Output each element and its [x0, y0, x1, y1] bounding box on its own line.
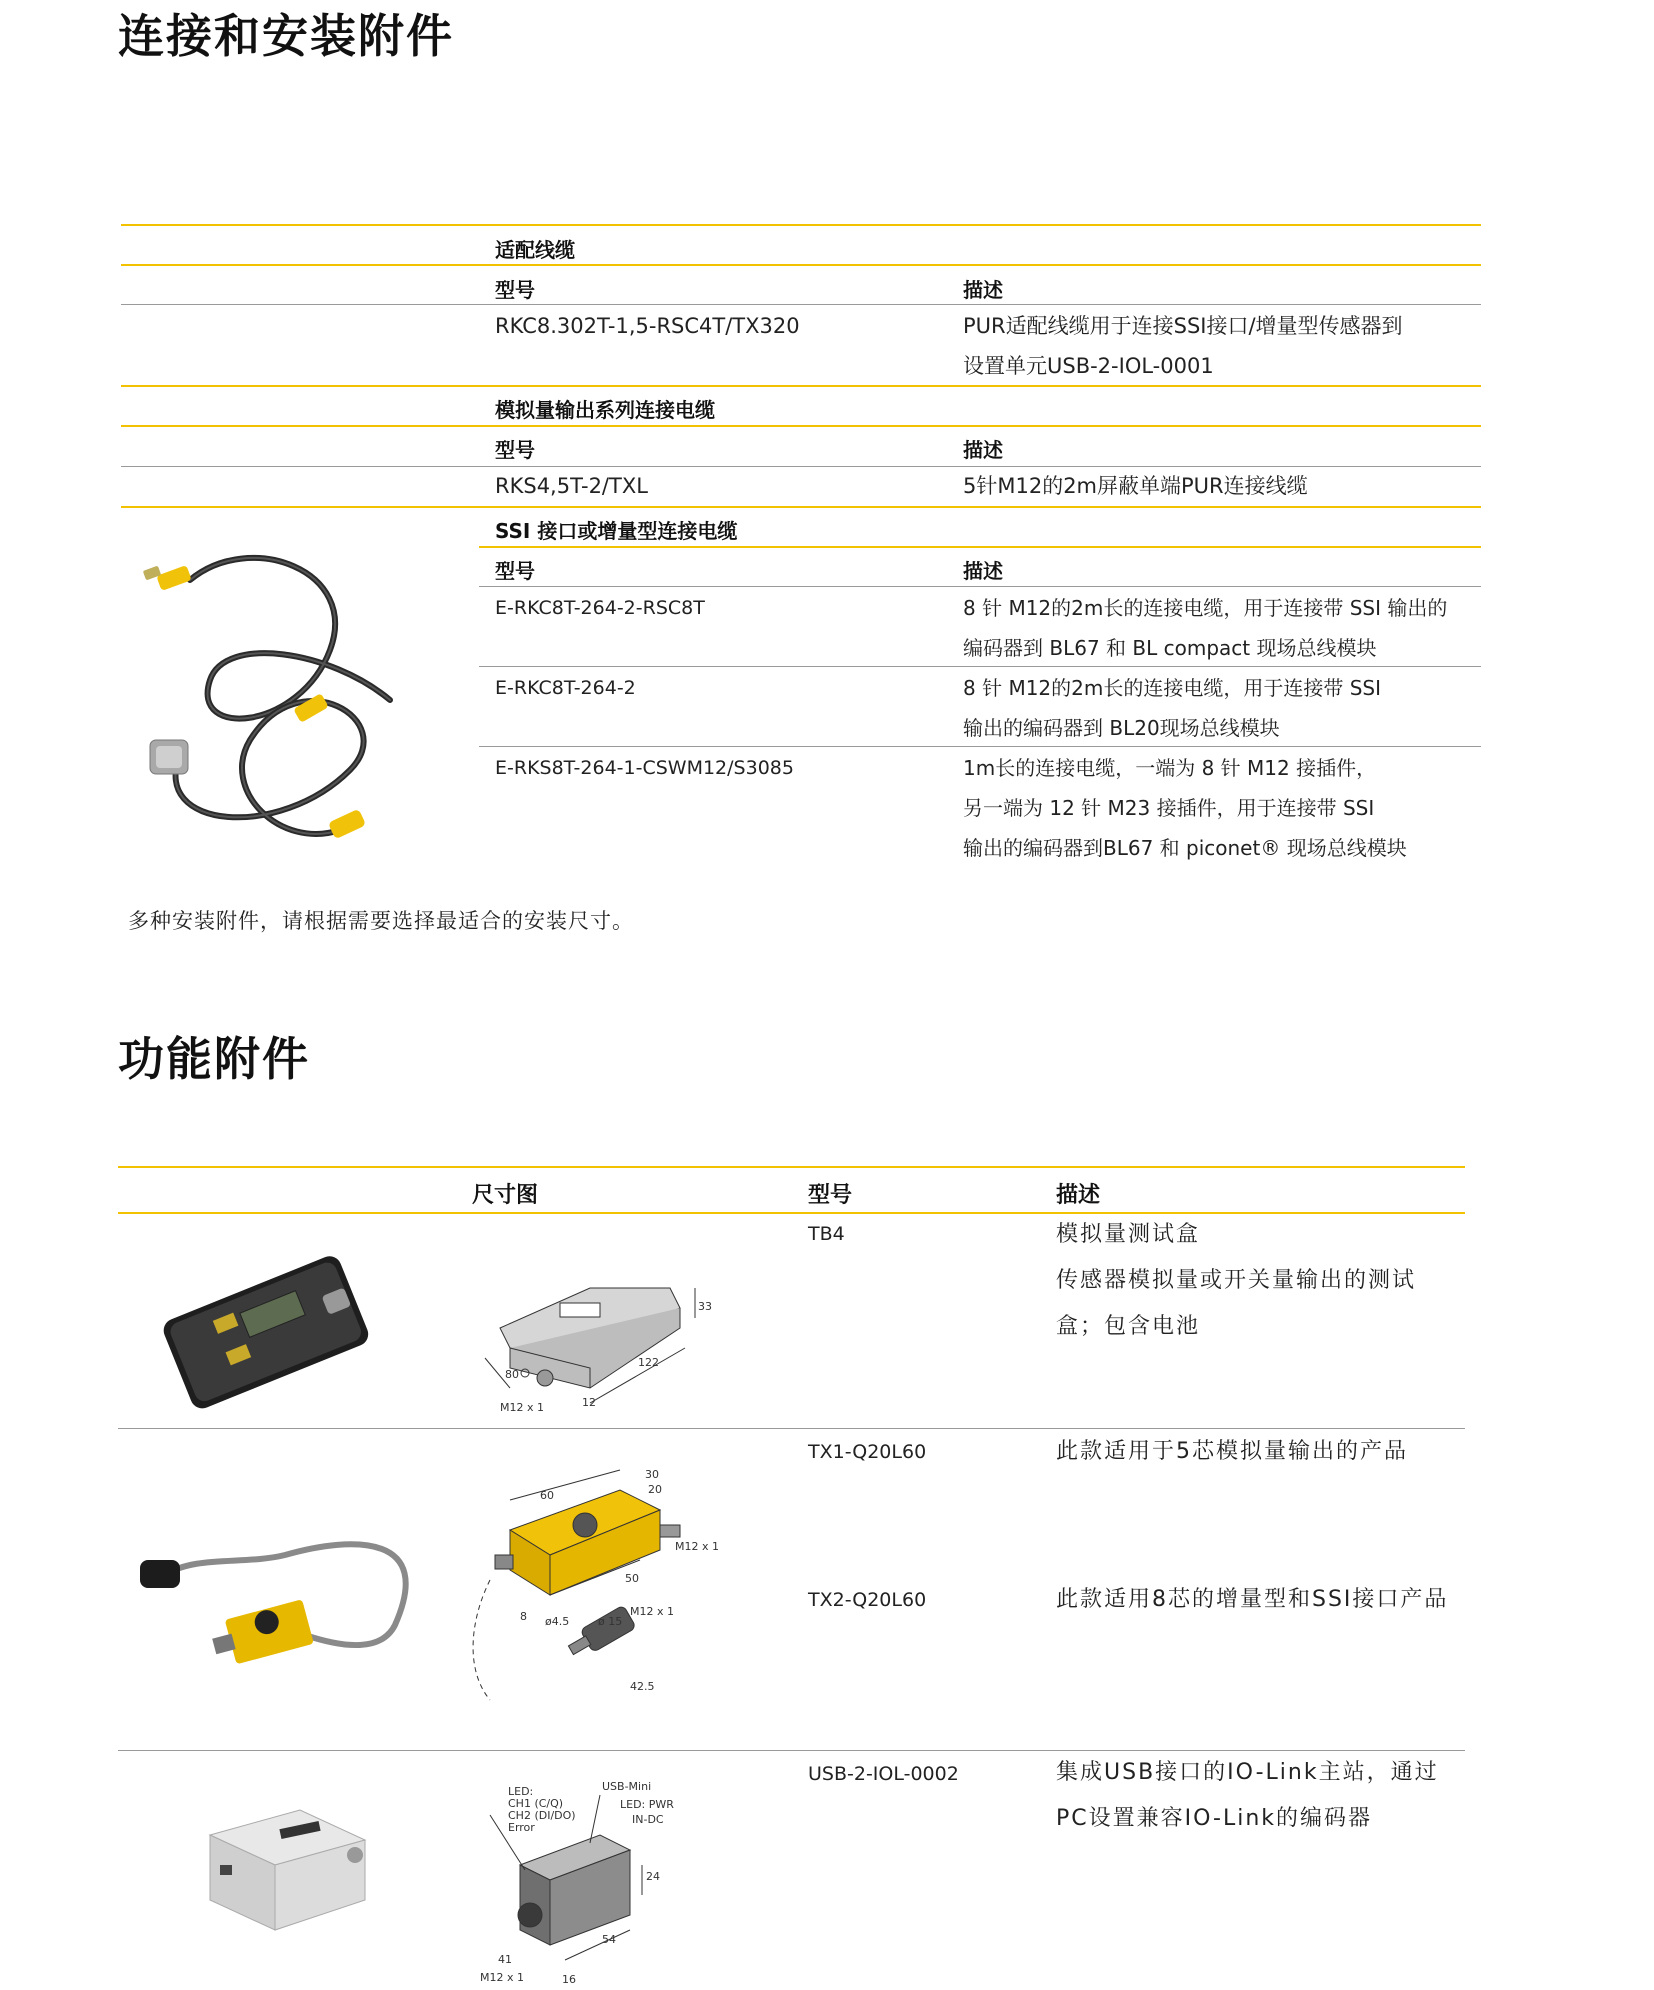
svg-text:20: 20: [648, 1483, 662, 1496]
svg-text:33: 33: [698, 1300, 712, 1313]
group-heading-adapter: 适配线缆: [495, 238, 575, 262]
col-model-label: 型号: [808, 1183, 853, 1208]
model-cell: E-RKC8T-264-2-RSC8T: [495, 597, 705, 619]
model-cell: E-RKS8T-264-1-CSWM12/S3085: [495, 757, 794, 779]
desc-cell: PUR适配线缆用于连接SSI接口/增量型传感器到 设置单元USB-2-IOL-0001: [963, 314, 1403, 378]
svg-text:CH1 (C/Q): CH1 (C/Q): [508, 1797, 564, 1810]
model-cell: RKS4,5T-2/TXL: [495, 474, 648, 498]
svg-text:IN-DC: IN-DC: [632, 1813, 664, 1826]
col-desc-label: 描述: [963, 438, 1003, 462]
desc-cell: 1m长的连接电缆，一端为 8 针 M12 接插件， 另一端为 12 针 M23 接插件，用于连接带 SSI 输出的编码器到BL67 和 piconet® 现场总线模块: [963, 756, 1407, 860]
tb4-photo: [160, 1250, 370, 1410]
model-cell: TB4: [808, 1223, 845, 1245]
rule: [121, 304, 1481, 305]
mounting-note: 多种安装附件，请根据需要选择最适合的安装尺寸。: [128, 909, 634, 933]
desc-cell: 此款适用8芯的增量型和SSI接口产品: [1056, 1587, 1449, 1612]
group-heading-ssi: SSI 接口或增量型连接电缆: [495, 519, 738, 543]
model-cell: TX2-Q20L60: [808, 1589, 927, 1611]
svg-text:ø4.5: ø4.5: [545, 1615, 570, 1628]
section-title-functional: 功能附件: [118, 1032, 310, 1086]
group-heading-analog: 模拟量输出系列连接电缆: [495, 398, 715, 422]
model-cell: E-RKC8T-264-2: [495, 677, 636, 699]
svg-text:CH2 (DI/DO): CH2 (DI/DO): [508, 1809, 576, 1822]
desc-cell: 5针M12的2m屏蔽单端PUR连接线缆: [963, 474, 1308, 498]
svg-text:8: 8: [520, 1610, 527, 1623]
svg-text:42.5: 42.5: [630, 1680, 655, 1693]
svg-text:50: 50: [625, 1572, 639, 1585]
model-cell: RKC8.302T-1,5-RSC4T/TX320: [495, 314, 800, 338]
tx-dimension-drawing: [470, 1468, 719, 1740]
svg-text:Error: Error: [508, 1821, 535, 1834]
rule: [121, 224, 1481, 226]
svg-text:122: 122: [638, 1356, 659, 1369]
desc-cell: 集成USB接口的IO-Link主站，通过 PC设置兼容IO-Link的编码器: [1056, 1760, 1439, 1831]
rule: [118, 1166, 1465, 1168]
svg-text:ø 15: ø 15: [598, 1615, 623, 1628]
desc-cell: 8 针 M12的2m长的连接电缆，用于连接带 SSI 输出的编码器到 BL20现场总线模块: [963, 676, 1381, 740]
rule: [121, 385, 1481, 387]
model-cell: TX1-Q20L60: [808, 1441, 927, 1463]
svg-text:LED:: LED:: [508, 1785, 534, 1798]
svg-text:24: 24: [646, 1870, 660, 1883]
rule: [479, 586, 1481, 587]
svg-text:60: 60: [540, 1489, 554, 1502]
col-desc-label: 描述: [963, 559, 1003, 583]
svg-text:M12 x 1: M12 x 1: [500, 1401, 544, 1414]
col-model-label: 型号: [495, 278, 535, 302]
col-desc-label: 描述: [963, 278, 1003, 302]
svg-text:80: 80: [505, 1368, 519, 1381]
model-cell: USB-2-IOL-0002: [808, 1763, 959, 1785]
rule: [479, 666, 1481, 667]
rule: [479, 546, 1481, 548]
col-dims-label: 尺寸图: [472, 1183, 539, 1208]
svg-text:M12 x 1: M12 x 1: [480, 1971, 524, 1984]
svg-text:M12 x 1: M12 x 1: [630, 1605, 674, 1618]
usb-master-photo: [200, 1790, 380, 1940]
desc-cell: 此款适用于5芯模拟量输出的产品: [1056, 1439, 1408, 1464]
svg-text:M12 x 1: M12 x 1: [675, 1540, 719, 1553]
rule: [121, 264, 1481, 266]
section-title-connection: 连接和安装附件: [118, 9, 454, 63]
rule: [121, 425, 1481, 427]
svg-text:30: 30: [645, 1468, 659, 1481]
cable-photo: [130, 540, 450, 860]
svg-text:54: 54: [602, 1933, 616, 1946]
col-model-label: 型号: [495, 438, 535, 462]
col-model-label: 型号: [495, 559, 535, 583]
svg-text:USB-Mini: USB-Mini: [602, 1780, 652, 1793]
svg-text:LED: PWR: LED: PWR: [620, 1798, 674, 1811]
rule: [121, 506, 1481, 508]
desc-cell: 8 针 M12的2m长的连接电缆，用于连接带 SSI 输出的 编码器到 BL67 和 BL compact 现场总线模块: [963, 596, 1448, 660]
svg-text:41: 41: [498, 1953, 512, 1966]
svg-text:16: 16: [562, 1973, 576, 1986]
usb-dimension-drawing: [470, 1765, 710, 1990]
desc-cell: 模拟量测试盒 传感器模拟量或开关量输出的测试 盒；包含电池: [1056, 1222, 1417, 1339]
col-desc-label: 描述: [1056, 1183, 1101, 1208]
rule: [479, 746, 1481, 747]
tb4-dimension-drawing: [470, 1248, 720, 1418]
svg-text:12: 12: [582, 1396, 596, 1409]
tx-adapter-photo: [135, 1495, 435, 1675]
